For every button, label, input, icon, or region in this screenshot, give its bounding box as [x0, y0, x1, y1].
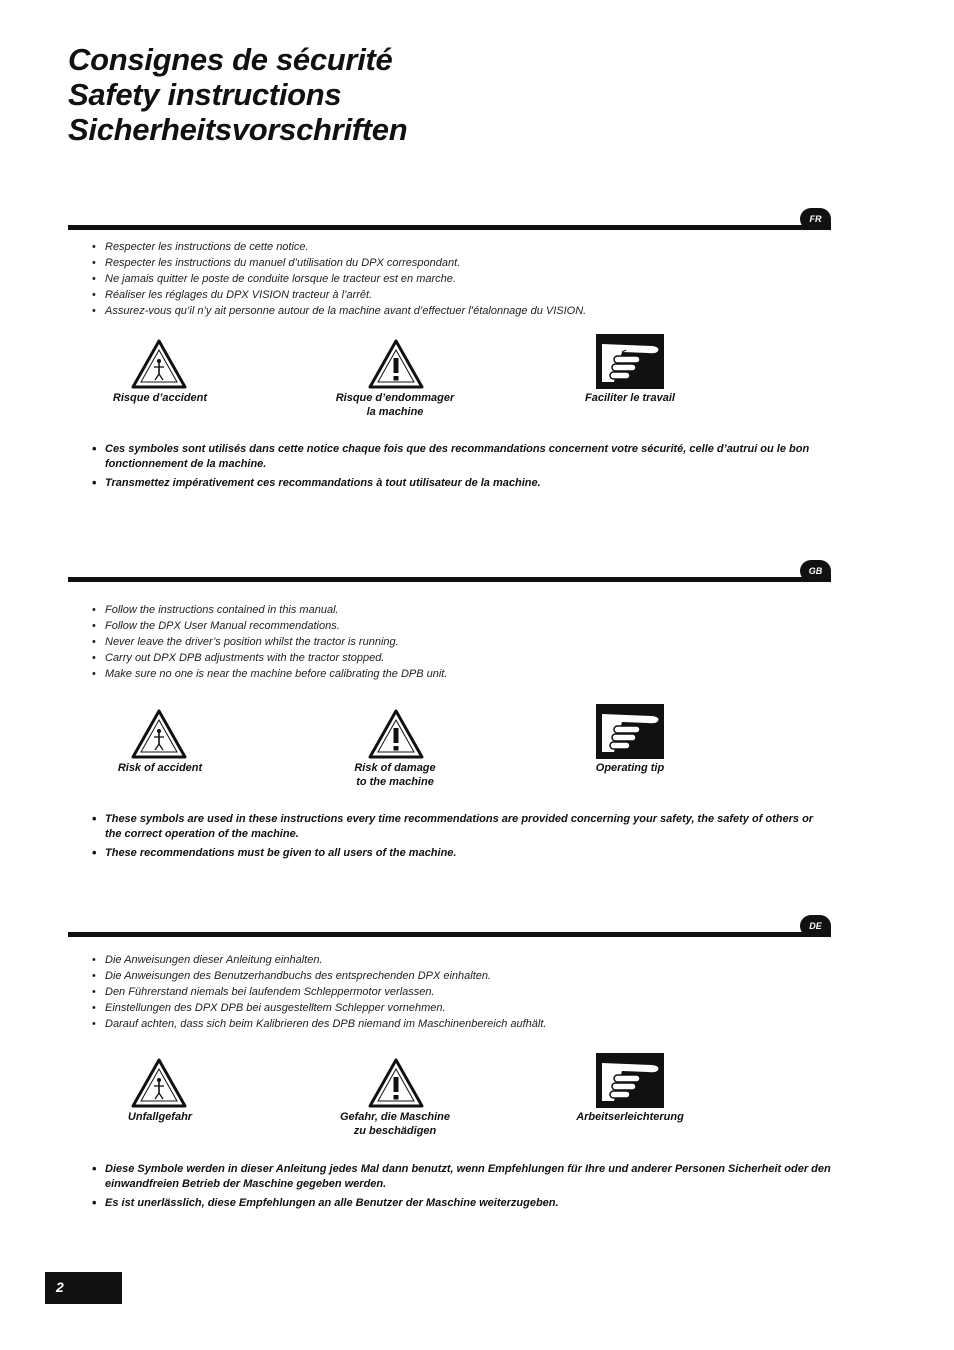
note-item: • Ces symboles sont utilisés dans cette notice chaque fois que des recommandations concernent votre sécurité, celle d’autrui ou le bon fonctionnement de la machine.	[92, 442, 832, 472]
list-item: • Carry out DPX DPB adjustments with the tractor stopped.	[92, 650, 832, 666]
symbol-label-damage: Risque d’endommager la machine	[335, 392, 455, 418]
list-item: • Die Anweisungen dieser Anleitung einhalten.	[92, 952, 832, 968]
warning-exclamation-icon	[367, 1057, 425, 1109]
warning-exclamation-icon	[367, 338, 425, 390]
warning-person-icon	[130, 1057, 188, 1109]
pointing-hand-icon	[596, 334, 664, 389]
list-item: • Respecter les instructions du manuel d’utilisation du DPX correspondant.	[92, 255, 832, 271]
note-item: • Es ist unerlässlich, diese Empfehlungen an alle Benutzer der Maschine weiterzugeben.	[92, 1196, 832, 1211]
section-gb	[0, 560, 954, 890]
section-divider	[68, 932, 830, 937]
notes-list	[92, 442, 832, 495]
list-item: • Darauf achten, dass sich beim Kalibrieren des DPB niemand im Maschinenbereich aufhält.	[92, 1016, 832, 1032]
page-number: 2	[45, 1272, 122, 1304]
symbol-label-accident: Risk of accident	[117, 762, 203, 774]
note-item: • Transmettez impérativement ces recommandations à tout utilisateur de la machine.	[92, 476, 832, 491]
language-tab-de: DE	[800, 915, 831, 937]
symbol-label-tip: Arbeitserleichterung	[576, 1111, 684, 1123]
section-fr	[0, 208, 954, 538]
instruction-list	[92, 602, 832, 682]
section-divider	[68, 577, 830, 582]
warning-person-icon	[130, 338, 188, 390]
list-item: • Never leave the driver’s position whilst the tractor is running.	[92, 634, 832, 650]
list-item: • Die Anweisungen des Benutzerhandbuchs des entsprechenden DPX einhalten.	[92, 968, 832, 984]
note-item: • These recommendations must be given to all users of the machine.	[92, 846, 832, 861]
warning-exclamation-icon	[367, 708, 425, 760]
pointing-hand-icon	[596, 704, 664, 759]
section-divider	[68, 225, 830, 230]
symbol-label-damage: Gefahr, die Maschine zu beschädigen	[339, 1111, 451, 1137]
title-de: Sicherheitsvorschriften	[68, 112, 408, 147]
language-tab-fr: FR	[800, 208, 831, 230]
instruction-list	[92, 952, 832, 1032]
list-item: • Follow the DPX User Manual recommendations.	[92, 618, 832, 634]
list-item: • Follow the instructions contained in this manual.	[92, 602, 832, 618]
list-item: • Réaliser les réglages du DPX VISION tracteur à l’arrêt.	[92, 287, 832, 303]
symbol-label-accident: Risque d’accident	[112, 392, 208, 404]
language-tab-gb: GB	[800, 560, 831, 582]
symbol-label-tip: Operating tip	[595, 762, 665, 774]
warning-person-icon	[130, 708, 188, 760]
symbol-label-accident: Unfallgefahr	[127, 1111, 193, 1123]
note-item: • These symbols are used in these instructions every time recommendations are provided concerning your safety, the safety of others or the correct operation of the machine.	[92, 812, 832, 842]
list-item: • Make sure no one is near the machine before calibrating the DPB unit.	[92, 666, 832, 682]
symbol-label-damage: Risk of damage to the machine	[354, 762, 436, 788]
notes-list	[92, 1162, 832, 1215]
note-item: • Diese Symbole werden in dieser Anleitung jedes Mal dann benutzt, wenn Empfehlungen für Ihre und anderer Personen Sicherheit oder den einwandfreien Betrieb der Maschine gegeben werden.	[92, 1162, 832, 1192]
list-item: • Assurez-vous qu’il n’y ait personne autour de la machine avant d’effectuer l’étalonnage du VISION.	[92, 303, 832, 319]
pointing-hand-icon	[596, 1053, 664, 1108]
list-item: • Ne jamais quitter le poste de conduite lorsque le tracteur est en marche.	[92, 271, 832, 287]
page-title	[68, 42, 407, 147]
title-fr: Consignes de sécurité	[68, 42, 393, 77]
list-item: • Einstellungen des DPX DPB bei ausgestelltem Schlepper vornehmen.	[92, 1000, 832, 1016]
symbol-label-tip: Faciliter le travail	[585, 392, 675, 404]
section-de	[0, 915, 954, 1245]
title-gb: Safety instructions	[68, 77, 342, 112]
notes-list	[92, 812, 832, 865]
list-item: • Respecter les instructions de cette notice.	[92, 239, 832, 255]
list-item: • Den Führerstand niemals bei laufendem Schleppermotor verlassen.	[92, 984, 832, 1000]
instruction-list	[92, 239, 832, 319]
